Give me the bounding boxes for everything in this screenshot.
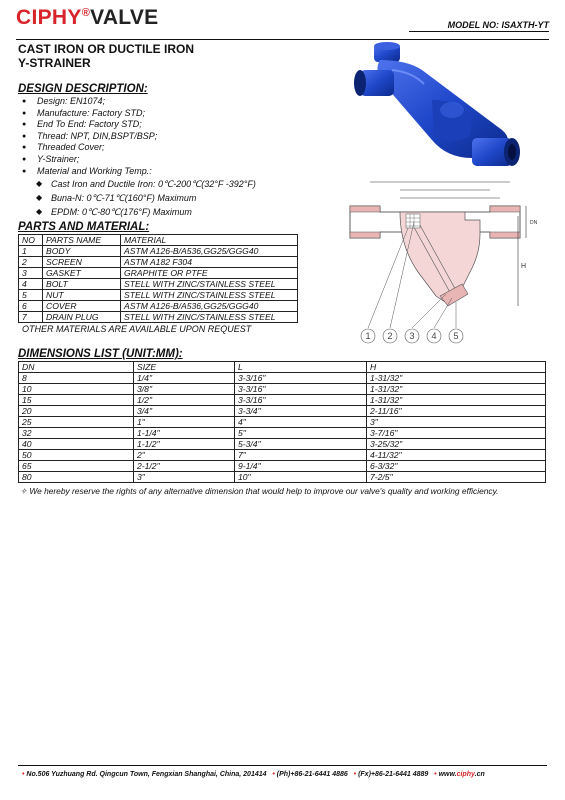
table-cell: 1-31/32" [367, 395, 546, 406]
header [16, 6, 549, 34]
table-row [19, 461, 546, 472]
table-cell: 3-3/4" [235, 406, 367, 417]
design-list [22, 96, 256, 219]
table-row [19, 406, 546, 417]
design-item: ● End To End: Factory STD; [22, 119, 256, 131]
table-header: DN [19, 362, 134, 373]
design-item: ● Threaded Cover; [22, 142, 256, 154]
table-cell: STELL WITH ZINC/STAINLESS STEEL [121, 279, 298, 290]
table-cell: 5-3/4" [235, 439, 367, 450]
table-cell: GASKET [43, 268, 121, 279]
table-cell: 2 [19, 257, 43, 268]
table-cell: 6 [19, 301, 43, 312]
table-cell: ASTM A126-B/A536,GG25/GGG40 [121, 246, 298, 257]
table-cell: 5" [235, 428, 367, 439]
website-brand: ciphy [456, 771, 475, 778]
table-row [19, 428, 546, 439]
table-cell: 20 [19, 406, 134, 417]
table-cell: 3" [134, 472, 235, 483]
table-row [19, 246, 298, 257]
parts-heading: PARTS AND MATERIAL: [18, 221, 150, 233]
table-cell: 1" [134, 417, 235, 428]
table-cell: 3/4" [134, 406, 235, 417]
table-cell: 3-3/16" [235, 395, 367, 406]
bullet-icon: • [353, 771, 357, 778]
table-cell: 6-3/32" [367, 461, 546, 472]
table-cell: 3-25/32" [367, 439, 546, 450]
callout-2: 2 [387, 331, 393, 341]
bullet-icon: • [434, 771, 437, 778]
table-row [19, 257, 298, 268]
table-cell: 5 [19, 290, 43, 301]
table-cell: 3/8" [134, 384, 235, 395]
dn-label: DN [530, 220, 538, 226]
website-suffix: .cn [474, 771, 485, 778]
table-cell: 9-1/4" [235, 461, 367, 472]
table-row [19, 472, 546, 483]
table-cell: STELL WITH ZINC/STAINLESS STEEL [121, 312, 298, 323]
design-item: ● Material and Working Temp.: [22, 166, 256, 178]
table-header: PARTS NAME [43, 235, 121, 246]
footer-address: No.506 Yuzhuang Rd. Qingcun Town, Fengxian Shanghai, China, 201414 [26, 771, 267, 778]
table-cell: 1-1/4" [134, 428, 235, 439]
footer [22, 771, 485, 778]
logo-brand-red: CIPHY [16, 6, 82, 29]
parts-note: OTHER MATERIALS ARE AVAILABLE UPON REQUEST [22, 324, 252, 334]
table-cell: 3-3/16" [235, 384, 367, 395]
dimensions-heading: DIMENSIONS LIST (UNIT:MM): [18, 348, 183, 360]
table-row [19, 373, 546, 384]
table-cell: 2-1/2" [134, 461, 235, 472]
table-cell: 8 [19, 373, 134, 384]
y-strainer-photo [352, 40, 527, 172]
footer-website[interactable] [439, 771, 485, 778]
design-heading: DESIGN DESCRIPTION: [18, 83, 148, 95]
table-row [19, 417, 546, 428]
footer-divider [18, 765, 547, 766]
table-row [19, 439, 546, 450]
table-row [19, 395, 546, 406]
table-cell: GRAPHITE OR PTFE [121, 268, 298, 279]
temperature-item: ◆ Cast Iron and Ductile Iron: 0℃-200℃(32°F -392°F) [36, 177, 256, 191]
table-cell: 25 [19, 417, 134, 428]
website-prefix: www. [438, 771, 457, 778]
logo [16, 6, 159, 30]
table-header-row [19, 235, 298, 246]
table-cell: ASTM A126-B/A536,GG25/GGG40 [121, 301, 298, 312]
table-cell: 40 [19, 439, 134, 450]
bullet-icon: • [22, 771, 25, 778]
temperature-item: ◆ EPDM: 0℃-80℃(176°F) Maximum [36, 205, 256, 219]
product-title [18, 42, 194, 70]
table-cell: 3-7/16" [367, 428, 546, 439]
table-cell: 1-1/2" [134, 439, 235, 450]
table-cell: 3 [19, 268, 43, 279]
table-cell: 7-2/5" [367, 472, 546, 483]
parts-table [18, 234, 298, 323]
footer-fax: (Fx)+86-21-6441 4889 [358, 771, 429, 778]
bullet-icon: • [272, 771, 275, 778]
table-cell: 15 [19, 395, 134, 406]
table-cell: 1 [19, 246, 43, 257]
table-cell: 2-11/16" [367, 406, 546, 417]
table-row [19, 290, 298, 301]
table-cell: 65 [19, 461, 134, 472]
product-title-line2: Y-STRAINER [18, 56, 91, 70]
sectional-drawing [340, 176, 550, 356]
table-cell: 32 [19, 428, 134, 439]
table-header: L [235, 362, 367, 373]
table-header: MATERIAL [121, 235, 298, 246]
table-row [19, 450, 546, 461]
table-cell: BOLT [43, 279, 121, 290]
table-cell: 1-31/32" [367, 384, 546, 395]
temperature-item: ◆ Buna-N: 0℃-71℃(160°F) Maximum [36, 191, 256, 205]
callout-3: 3 [409, 331, 415, 341]
model-number: MODEL NO: ISAXTH-YT [409, 20, 549, 32]
temperature-list [36, 177, 256, 219]
callout-5: 5 [453, 331, 459, 341]
table-cell: 10 [19, 384, 134, 395]
design-item: ● Thread: NPT, DIN,BSPT/BSP; [22, 131, 256, 143]
table-cell: 3" [367, 417, 546, 428]
table-cell: BODY [43, 246, 121, 257]
table-row [19, 268, 298, 279]
design-item: ● Design: EN1074; [22, 96, 256, 108]
table-cell: STELL WITH ZINC/STAINLESS STEEL [121, 290, 298, 301]
table-cell: SCREEN [43, 257, 121, 268]
table-cell: 7" [235, 450, 367, 461]
logo-brand-dark: VALVE [90, 6, 159, 29]
table-cell: 80 [19, 472, 134, 483]
table-header: H [367, 362, 546, 373]
design-item: ● Y-Strainer; [22, 154, 256, 166]
footer-phone: (Ph)+86-21-6441 4886 [276, 771, 348, 778]
table-header-row [19, 362, 546, 373]
table-cell: 10" [235, 472, 367, 483]
table-row [19, 301, 298, 312]
table-row [19, 279, 298, 290]
table-cell: 50 [19, 450, 134, 461]
table-header: SIZE [134, 362, 235, 373]
table-row [19, 384, 546, 395]
h-label: H [521, 263, 527, 270]
table-cell: 7 [19, 312, 43, 323]
dimensions-table [18, 361, 546, 483]
table-cell: 2" [134, 450, 235, 461]
table-cell: 3-3/16" [235, 373, 367, 384]
design-item: ● Manufacture: Factory STD; [22, 108, 256, 120]
callout-4: 4 [431, 331, 437, 341]
table-cell: NUT [43, 290, 121, 301]
product-title-line1: CAST IRON OR DUCTILE IRON [18, 42, 194, 56]
logo-registered-mark: ® [81, 7, 91, 19]
table-cell: 4-11/32" [367, 450, 546, 461]
table-cell: 1/2" [134, 395, 235, 406]
table-cell: 1-31/32" [367, 373, 546, 384]
table-cell: DRAIN PLUG [43, 312, 121, 323]
table-cell: 1/4" [134, 373, 235, 384]
table-cell: 4 [19, 279, 43, 290]
table-cell: ASTM A182 F304 [121, 257, 298, 268]
dimensions-note: ✧ We hereby reserve the rights of any alternative dimension that would help to improve our valve's quality and working efficiency. [20, 486, 499, 496]
table-row [19, 312, 298, 323]
table-header: NO [19, 235, 43, 246]
table-cell: 4" [235, 417, 367, 428]
table-cell: COVER [43, 301, 121, 312]
callout-1: 1 [365, 331, 371, 341]
